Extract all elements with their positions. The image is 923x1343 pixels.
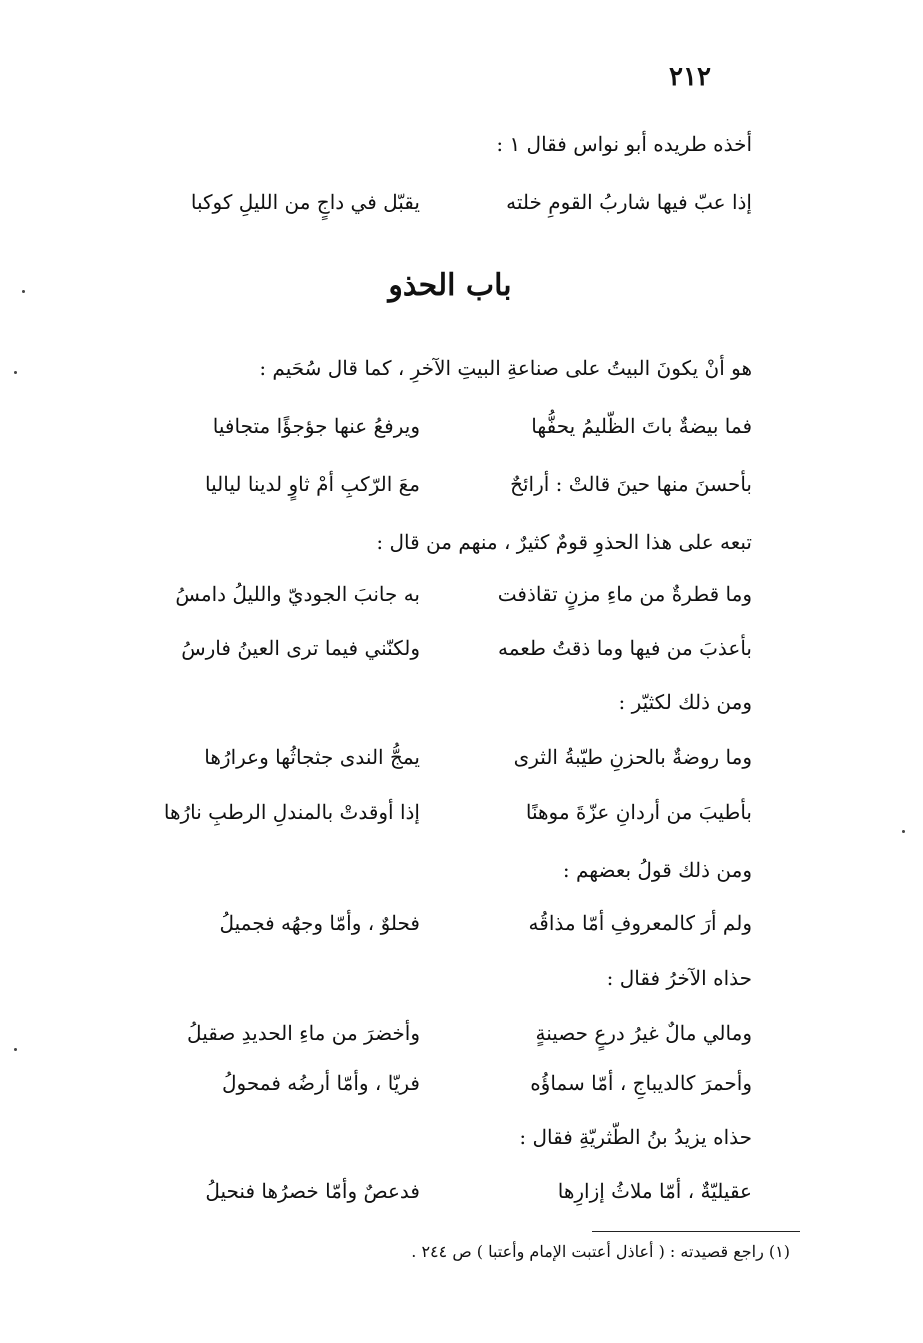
footnote-rule (592, 1231, 800, 1232)
verse (120, 1175, 752, 1207)
verse-first-hemistich: وأحمرَ كالديباجِ ، أمّا سماؤُه (530, 1071, 752, 1095)
body-line: تبعه على هذا الحذوِ قومٌ كثيرٌ ، منهم من قال : (376, 530, 752, 554)
intro-verse (120, 186, 752, 218)
verse (120, 741, 752, 773)
verse-second-hemistich: وأخضرَ من ماءِ الحديدِ صقيلُ (187, 1021, 420, 1045)
verse (120, 468, 752, 500)
verse-second-hemistich: به جانبَ الجوديّ والليلُ دامسُ (175, 582, 420, 606)
chapter-title: باب الحذو (388, 268, 512, 303)
verse (120, 907, 752, 939)
verse-second-hemistich: فدعصٌ وأمّا خصرُها فنحيلُ (205, 1179, 420, 1203)
scan-speck (14, 371, 17, 374)
verse-first-hemistich: ومالي مالٌ غيرُ درعٍ حصينةٍ (535, 1021, 752, 1045)
verse-second-hemistich: يقبّل في داجٍ من الليلِ كوكبا (190, 190, 420, 214)
scan-speck (14, 1048, 17, 1051)
body-line: حذاه يزيدُ بنُ الطّثريّةِ فقال : (519, 1125, 752, 1149)
verse (120, 1067, 752, 1099)
verse (120, 1017, 752, 1049)
verse (120, 578, 752, 610)
verse-first-hemistich: إذا عبّ فيها شاربُ القومِ خلته (506, 190, 752, 214)
verse-second-hemistich: ولكنّني فيما ترى العينُ فارسُ (181, 636, 420, 660)
body-line: ومن ذلك قولُ بعضهم : (562, 858, 752, 882)
verse-second-hemistich: إذا أوقدتْ بالمندلِ الرطبِ نارُها (163, 800, 420, 824)
verse-second-hemistich: معَ الرّكبِ أمْ ثاوٍ لدينا لياليا (205, 472, 420, 496)
intro-line: أخذه طريده أبو نواس فقال ١ : (496, 132, 752, 156)
footnote: (١) راجع قصيدته : ( أعاذل أعتبت الإمام وأعتبا ) ص ٢٤٤ . (411, 1242, 790, 1261)
scan-speck (22, 290, 25, 293)
verse-second-hemistich: فحلوٌ ، وأمّا وجهُه فجميلُ (219, 911, 420, 935)
page-number: ٢١٢ (669, 62, 711, 92)
verse-first-hemistich: عقيليّةٌ ، أمّا ملاثُ إزارِها (557, 1179, 752, 1203)
body-line: ومن ذلك لكثيّر : (618, 690, 752, 714)
verse-first-hemistich: بأعذبَ من فيها وما ذقتُ طعمه (498, 636, 752, 660)
verse-first-hemistich: وما قطرةٌ من ماءِ مزنٍ تقاذفت (497, 582, 752, 606)
body-line: حذاه الآخرُ فقال : (606, 966, 752, 990)
verse-second-hemistich: يمجُّ الندى جثجاثُها وعرارُها (204, 745, 420, 769)
verse (120, 632, 752, 664)
verse-first-hemistich: فما بيضةٌ باتَ الظّليمُ يحفُّها (531, 414, 752, 438)
scan-speck (902, 830, 905, 833)
verse-first-hemistich: وما روضةٌ بالحزنِ طيّبةُ الثرى (513, 745, 752, 769)
verse-second-hemistich: فريّا ، وأمّا أرضُه فمحولُ (222, 1071, 420, 1095)
body-line: هو أنْ يكونَ البيتُ على صناعةِ البيتِ الآخرِ ، كما قال سُحَيم : (259, 356, 752, 380)
verse-second-hemistich: ويرفعُ عنها جؤجؤًا متجافيا (212, 414, 420, 438)
verse-first-hemistich: ولم أرَ كالمعروفِ أمّا مذاقُه (528, 911, 752, 935)
verse (120, 410, 752, 442)
verse-first-hemistich: بأحسنَ منها حينَ قالتْ : أرائحٌ (510, 472, 752, 496)
verse-first-hemistich: بأطيبَ من أردانِ عزّةَ موهنًا (525, 800, 752, 824)
verse (120, 796, 752, 828)
